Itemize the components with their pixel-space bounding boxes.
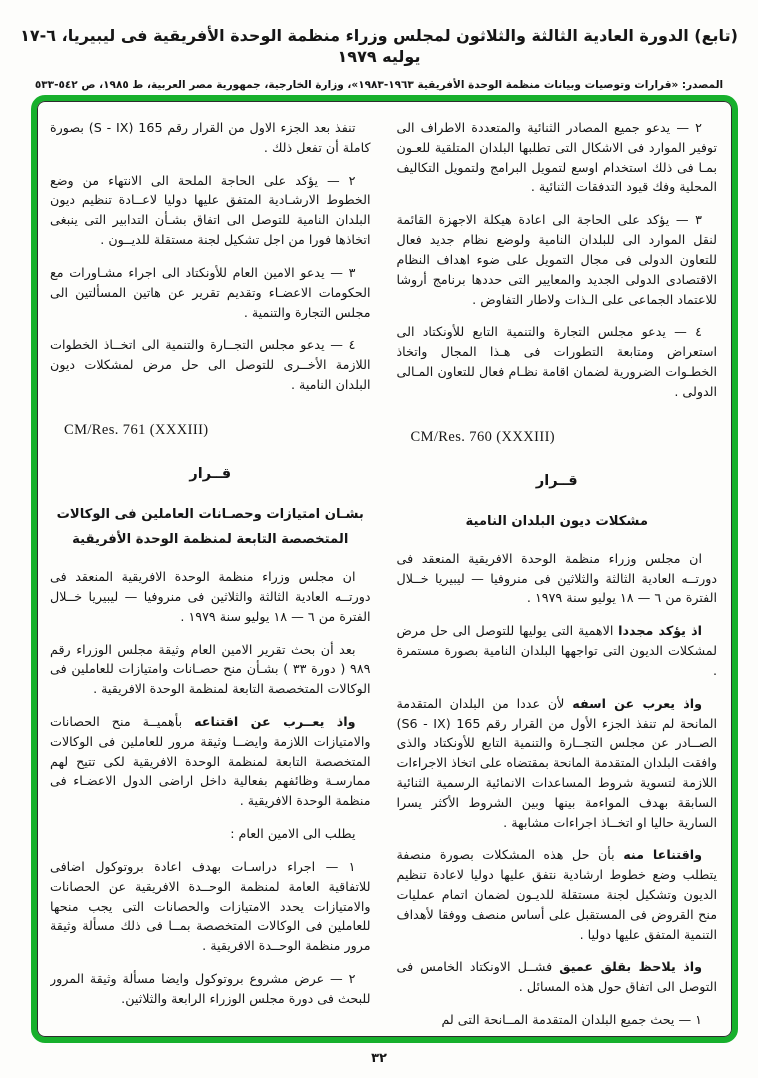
paragraph-lead: واذ يعــرب عن اقتناعه [194,714,356,729]
paragraph: واذ يلاحظ بقلق عميق فشــل الاونكتاد الخامس فى التوصل الى اتفاق حول هذه المسائل . [396,959,717,995]
left-column [50,118,371,1027]
decision-title: قــرار [189,466,232,483]
decision-title: قــرار [535,473,578,490]
header-title: (تابع) الدورة العادية الثالثة والثلاثون لمجلس وزراء منظمة الوحدة الأفريقية فى ليبيريا، ٦-١٧ يوليه ١٩٧٩ [20,26,738,66]
paragraph-lead: اذ يؤكد مجددا [618,623,702,639]
paragraph: اذ يؤكد مجددا الاهمية التى يوليها للتوصل الى حل مرض لمشكلات الديون التى تواجهها البلدان النامية بصورة مستمرة . [396,623,717,678]
paragraph: ان مجلس وزراء منظمة الوحدة الافريقية المنعقد فى دورتــه العادية الثالثة والثلاثين فى منروفيا — ليبيريا خــلال الفترة من ٦ — ١٨ يوليو سنة ١٩٧٩ . [396,550,717,606]
paragraph: ان مجلس وزراء منظمة الوحدة الافريقية المنعقد فى دورتــه العادية الثالثة والثلاثين فى منروفيا — ليبيريا خــلال الفترة من ٦ — ١٨ يوليو سنة ١٩٧٩ . [50,569,371,624]
resolution-number: CM/Res. 760 (XXXIII) [410,428,556,445]
right-column [397,118,718,1027]
paragraph: ١ — يحث جميع البلدان المتقدمة المــانحة التى لم [441,1012,702,1027]
decision-subtitle: بشـان امتيازات وحصـانات العاملين فى الوكالات المتخصصة التابعة لمنظمة الوحدة الأفريقية [56,506,364,548]
decision-subtitle: مشكلات ديون البلدان النامية [465,513,649,529]
page-header [10,26,748,91]
paragraph: ٣ — يؤكد على الحاجة الى اعادة هيكلة الاجهزة القائمة لنقل الموارد الى للبلدان النامية ولوضع نظام جديد فعال للتعاون الدولى فى مجال التمويل على ضوء اهداف النظام الاقتصادى الدولى الجديد والمعايير التى حددها برنامج أروشا للاعتماد الجماعى على الـذات ولاطار التفاوض . [396,212,717,307]
paragraph: ٤ — يدعو مجلس التجارة والتنمية التابع للأونكتاد الى استعراض ومتابعة التطورات فى هـذا المجال واتخاذ الخطـوات الضرورية لضمان اقامة نظـام فعال للتعاون المـالى الدولى . [396,324,717,399]
paragraph: ٢ — يؤكد على الحاجة الملحة الى الانتهاء من وضع الخطوط الارشـادية المتفق عليها دوليا لاعــادة تنظيم ديون البلدان النامية للتوصل الى اتفاق بشـأن التدابير التى ينبغى اتخاذها فورا من اجل تشكيل لجنة مستقلة للديــون . [50,172,371,248]
page-number: ٣٢ [371,1051,387,1066]
paragraph-lead: واقتناعا منه [623,847,702,863]
paragraph-lead: واذ يلاحظ بقلق عميق [559,959,702,975]
paragraph: ٢ — عرض مشروع بروتوكول وايضا مسألة وثيقة المرور للبحث فى دورة مجلس الوزراء الرابعة والثلاثين. [50,970,371,1006]
paragraph: ١ — اجراء دراسـات بهدف اعادة بروتوكول اضافى للاتفاقية العامة لمنظمة الوحــدة الافريقية عن الحصانات والامتيازات يحدد الامتيازات والحصانات التى يجب منحها للعاملين فى الوكالات المتخصصة بمــا فى ذلك مسألة وثيقة مرور منظمة الوحــدة الافريقية . [50,858,371,954]
paragraph: ٢ — يدعو جميع المصادر الثنائية والمتعددة الاطراف الى توفير الموارد فى الاشكال التى تطلبها البلدان المتلقية للعـون بمـا فى ذلك استخدام اوسع لتمويل البرامج ولتمويل التكاليف المحلية وفك قيود التدفقات الثنائية . [396,120,717,195]
resolution-number: CM/Res. 761 (XXXIII) [64,421,209,438]
paragraph: واذ يعــرب عن اقتناعه بأهميــة منح الحصانات والامتيازات اللازمة وايضــا وثيقة مرور للعاملين فى الوكالات المتخصصة التابعة لمنظمة الوحدة الافريقية لكى تتيح لهم ممارسـة وظائفهم بفعالية داخل اراضى الدول الاعضـاء فى منظمة الوحدة الافريقية . [50,714,371,809]
header-source-line: المصدر: «قرارات وتوصيات وبيانات منظمة الوحدة الأفريقية ١٩٦٣-١٩٨٣»، وزارة الخارجية، جمهورية مصر العربية، ط ١٩٨٥، ص ٥٤٢-٥٣٣ [34,78,724,91]
paragraph: بعد أن بحث تقرير الامين العام وثيقة مجلس الوزراء رقم ٩٨٩ ( دورة ٣٣ ) بشـأن منح حصـانات وامتيازات للعاملين فى الوكالات المتخصصة التابعة لمنظمة الوحدة الافريقية . [50,641,371,697]
green-border-box [31,95,738,1043]
two-column-layout [50,118,717,1027]
paragraph: تنفذ بعد الجزء الاول من القرار رقم 165 (S - IX) بصورة كاملة أن تفعل ذلك . [50,120,371,155]
paragraph-lead: واذ يعرب عن اسفه [572,695,702,711]
paragraph: واقتناعا منه بأن حل هذه المشكلات بصورة منصفة يتطلب وضع خطوط ارشادية نتفق عليها دوليا لاعادة تنظيم الديون وتشكيل لجنة مستقلة للديـون لضمان اتمام عمليات منح القروض فى المستقبل على أساس منصف ووفقا لأهداف التنمية المتفق عليها دوليا . [396,847,717,942]
paragraph: يطلب الى الامين العام : [230,826,356,842]
paragraph: ٤ — يدعو مجلس التجــارة والتنمية الى اتخــاذ الخطوات اللازمة الأخــرى للتوصل الى حل مرض لمشكلات ديون البلدان النامية . [50,337,371,392]
paragraph: ٣ — يدعو الامين العام للأونكتاد الى اجراء مشـاورات مع الحكومات الاعضـاء وتقديم تقرير عن هاتين المسألتين الى مجلس التجارة والتنمية . [50,264,371,320]
paragraph: واذ يعرب عن اسفه لأن عددا من البلدان المتقدمة المانحة لم تنفذ الجزء الأول من القرار رقم 165 (S6 - IX) الصــادر عن مجلس التجــارة والتنمية التابع للأونكتاد والذى وافقت البلدان المتقدمة المانحة بمقتضاه على اتخاذ الاجراءات اللازمة لتسوية شروط المساعدات الانمائية الرسمية الثنائية السابقة بهدف المواءمة بينها وبين الشروط الأكثر يسرا السارية حاليا او اتخــاذ اجراءات مشابهة . [396,695,717,830]
